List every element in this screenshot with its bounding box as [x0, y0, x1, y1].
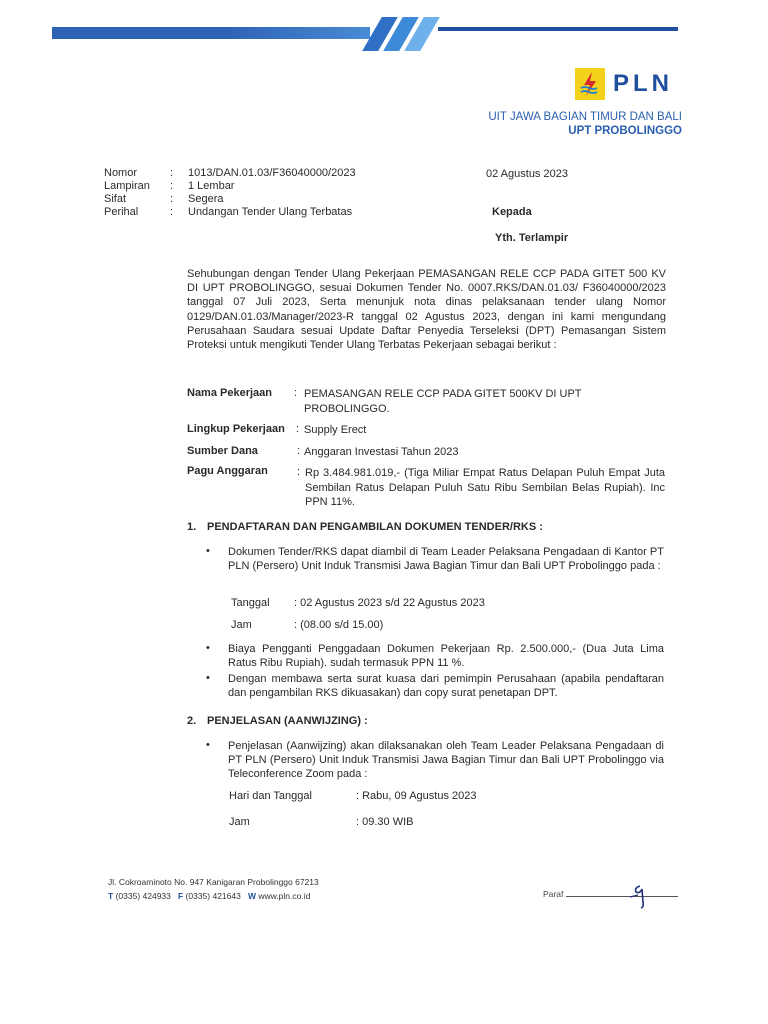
header-stripe — [52, 27, 370, 39]
section-1-bullet-3: Dengan membawa serta surat kuasa dari pemimpin Perusahaan (apabila pendaftaran dan pengambilan RKS dikuasakan) dan copy surat penetapan DPT. — [228, 673, 664, 700]
field-colon: : — [296, 423, 300, 435]
bullet-icon: • — [206, 672, 210, 684]
field-colon: : — [294, 387, 298, 399]
section-heading: PENJELASAN (AANWIJZING) : — [207, 715, 368, 727]
paraf-label: Paraf — [543, 889, 564, 899]
pln-logo-text: PLN — [613, 70, 673, 97]
meta-value: 1013/DAN.01.03/F36040000/2023 — [188, 167, 356, 179]
meta-key: Perihal — [104, 206, 139, 218]
field-colon: : — [297, 445, 301, 457]
unit-name: UIT JAWA BAGIAN TIMUR DAN BALI — [488, 111, 682, 123]
jam-label: Jam — [229, 816, 250, 828]
section-number: 2. — [187, 715, 197, 727]
phone-value: (0335) 424933 — [115, 891, 171, 901]
section-number: 1. — [187, 521, 197, 533]
meta-key: Nomor — [104, 167, 138, 179]
hari-label: Hari dan Tanggal — [229, 790, 312, 802]
recipient-label: Kepada — [492, 206, 532, 218]
jam-label: Jam — [231, 619, 252, 631]
field-key-sumber-dana: Sumber Dana — [187, 445, 258, 457]
section-1-bullet-2: Biaya Pengganti Penggadaan Dokumen Pekerjaan Rp. 2.500.000,- (Dua Juta Lima Ratus Ribu Rupiah). sudah termasuk PPN 11 %. — [228, 643, 664, 670]
meta-key: Sifat — [104, 193, 127, 205]
field-value-nama-pekerjaan: PEMASANGAN RELE CCP PADA GITET 500KV DI UPT PROBOLINGGO. — [304, 388, 582, 415]
fax-value: (0335) 421643 — [185, 891, 241, 901]
field-key-nama-pekerjaan: Nama Pekerjaan — [187, 387, 272, 399]
footer-address: Jl. Cokroaminoto No. 947 Kanigaran Probolinggo 67213 — [108, 877, 319, 887]
bullet-icon: • — [206, 642, 210, 654]
section-2-title — [187, 715, 368, 727]
field-value-pagu-anggaran: Rp 3.484.981.019,- (Tiga Miliar Empat Ratus Delapan Puluh Empat Juta Sembilan Ratus Delapan Puluh Satu Ribu Sembilan Belas Rupiah). Inc PPN 11%. — [305, 467, 665, 508]
meta-colon: : — [170, 206, 174, 218]
footer-contacts — [108, 891, 310, 901]
hari-value: : Rabu, 09 Agustus 2023 — [356, 790, 477, 802]
section-1-bullet-1: Dokumen Tender/RKS dapat diambil di Team Leader Pelaksana Pengadaan di Kantor PT PLN (Persero) Unit Induk Transmisi Jawa Bagian Timur dan Bali UPT Probolinggo pada : — [228, 546, 664, 573]
section-2-bullet-1: Penjelasan (Aanwijzing) akan dilaksanakan oleh Team Leader Pelaksana Pengadaan di PT PLN (Persero) Unit Induk Transmisi Jawa Bagian Timur dan Bali UPT Probolinggo via Teleconference Zoom pada : — [228, 740, 664, 781]
meta-colon: : — [170, 193, 174, 205]
field-colon: : — [297, 466, 301, 478]
intro-paragraph: Sehubungan dengan Tender Ulang Pekerjaan PEMASANGAN RELE CCP PADA GITET 500 KV DI UPT PROBOLINGGO, sesuai Dokumen Tender No. 0007.RKS/DAN.01.03/ F36040000/2023 tanggal 07 Juli 2023, Serta menunjuk nota dinas pelaksanaan tender ulang Nomor 0129/DAN.01.03/Manager/2023-R tanggal 02 Agustus 2023, dengan ini kami mengundang Perusahaan Saudara sesuai Update Daftar Penyedia Terseleksi (DPT) Pemasangan Sistem Proteksi untuk mengikuti Tender Ulang Terbatas Pekerjaan sebagai berikut : — [187, 268, 666, 352]
tanggal-label: Tanggal — [231, 597, 270, 609]
paraf-signature-icon — [626, 880, 656, 910]
web-label: W — [247, 891, 256, 901]
field-key-lingkup: Lingkup Pekerjaan — [187, 423, 285, 435]
bullet-icon: • — [206, 545, 210, 557]
letter-date: 02 Agustus 2023 — [486, 168, 568, 180]
section-heading: PENDAFTARAN DAN PENGAMBILAN DOKUMEN TENDER/RKS : — [207, 521, 543, 533]
section-1-title — [187, 521, 543, 533]
sub-unit-name: UPT PROBOLINGGO — [568, 125, 682, 137]
meta-colon: : — [170, 167, 174, 179]
meta-value: Undangan Tender Ulang Terbatas — [188, 206, 353, 218]
bullet-icon: • — [206, 739, 210, 751]
header-rule — [438, 27, 678, 31]
paraf-line — [566, 896, 678, 897]
pln-logo-icon — [575, 68, 605, 100]
field-value-lingkup: Supply Erect — [304, 424, 367, 436]
fax-label: F — [177, 891, 184, 901]
field-key-pagu-anggaran: Pagu Anggaran — [187, 465, 268, 477]
jam-value: : (08.00 s/d 15.00) — [294, 619, 384, 631]
web-value: www.pln.co.id — [258, 891, 311, 901]
meta-colon: : — [170, 180, 174, 192]
phone-label: T — [108, 891, 114, 901]
tanggal-value: : 02 Agustus 2023 s/d 22 Agustus 2023 — [294, 597, 485, 609]
jam-value: : 09.30 WIB — [356, 816, 414, 828]
meta-value: Segera — [188, 193, 224, 205]
meta-key: Lampiran — [104, 180, 150, 192]
field-value-sumber-dana: Anggaran Investasi Tahun 2023 — [304, 446, 459, 458]
meta-value: 1 Lembar — [188, 180, 235, 192]
recipient-name: Yth. Terlampir — [495, 232, 569, 244]
